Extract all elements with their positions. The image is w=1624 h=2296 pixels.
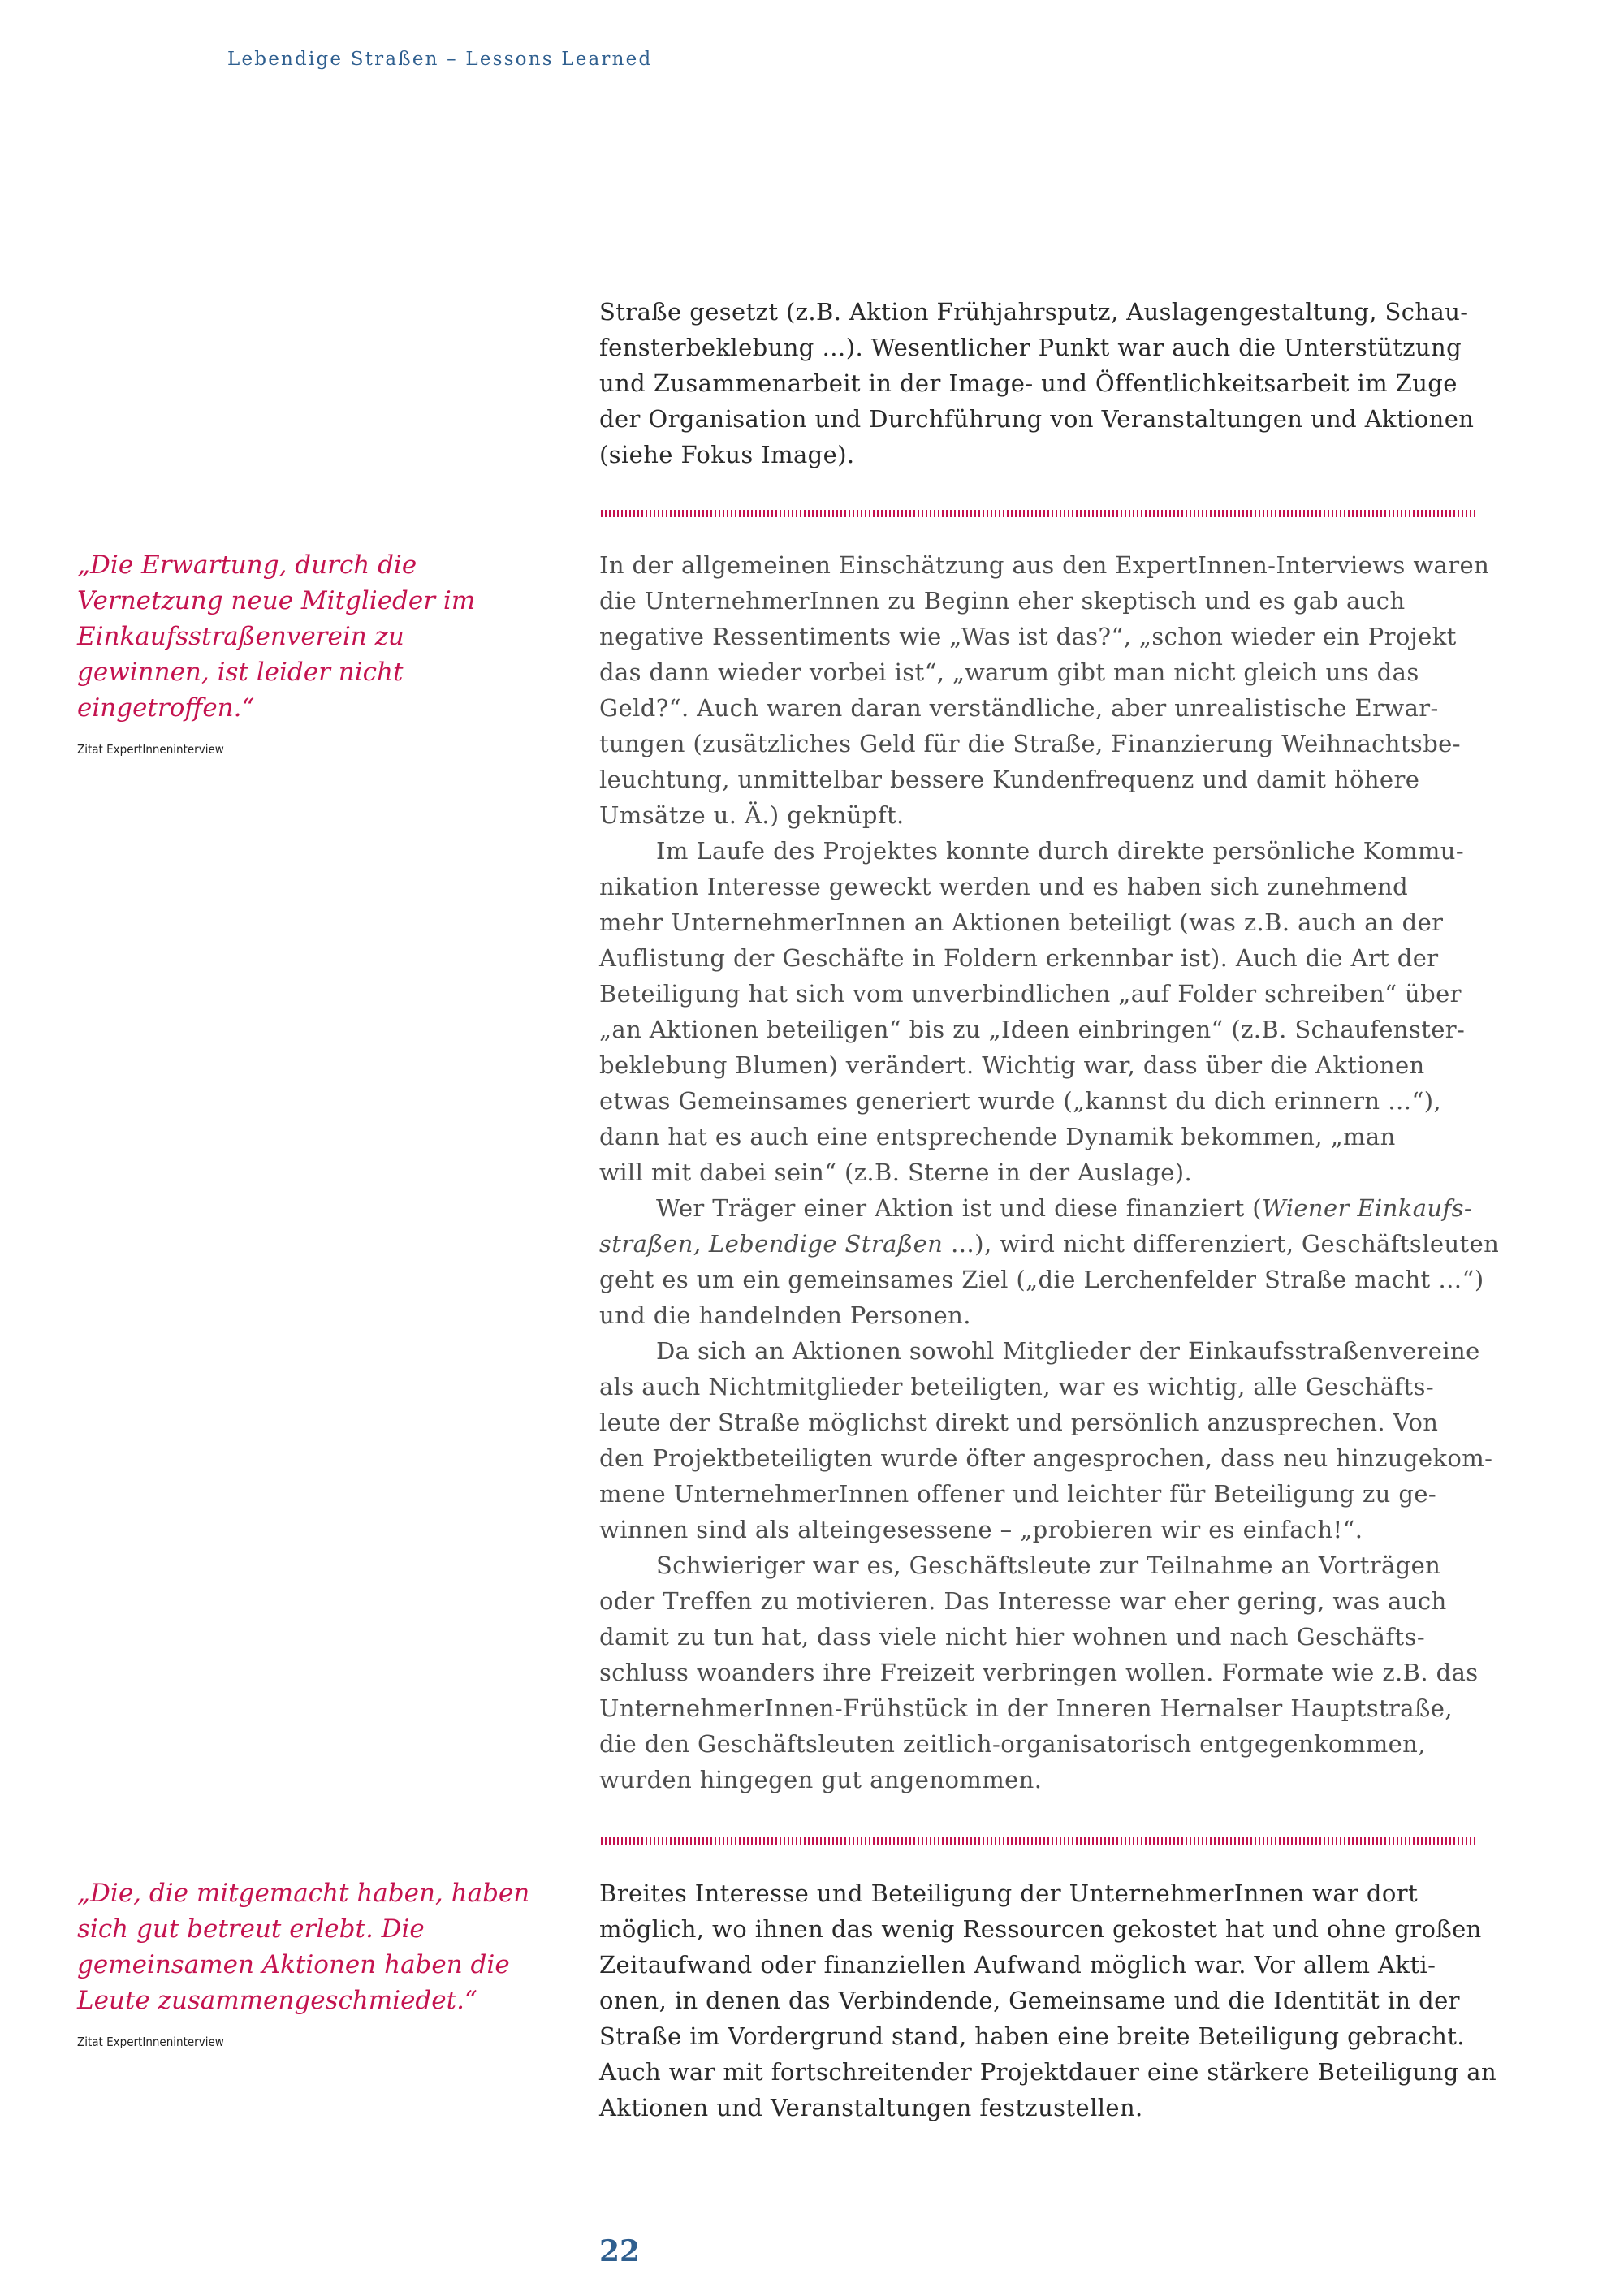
text-line: Beteiligung hat sich vom unverbindlichen „auf Folder schreiben“ über <box>599 980 1462 1008</box>
text-line: leute der Straße möglichst direkt und persönlich anzusprechen. Von <box>599 1409 1439 1436</box>
page-number: 22 <box>599 2234 641 2268</box>
text-line: Da sich an Aktionen sowohl Mitglieder der Einkaufsstraßenvereine <box>656 1337 1480 1365</box>
paragraph <box>599 833 1478 1190</box>
text-line: beklebung Blumen) verändert. Wichtig war, dass über die Aktionen <box>599 1051 1425 1079</box>
text-line: „an Aktionen beteiligen“ bis zu „Ideen einbringen“ (z.B. Schaufenster- <box>599 1016 1466 1043</box>
pull-quote <box>77 547 532 726</box>
emphasis-text: straßen, Lebendige Straßen <box>599 1230 944 1258</box>
text-line: negative Ressentiments wie „Was ist das?“, „schon wieder ein Projekt <box>599 623 1457 650</box>
quote-attribution: Zitat ExpertInneninterview <box>77 742 224 757</box>
text-line: Geld?“. Auch waren daran verständliche, aber unrealistische Erwar- <box>599 694 1439 722</box>
text-line: der Organisation und Durchführung von Veranstaltungen und Aktionen <box>599 405 1475 433</box>
closing-paragraph <box>599 1875 1497 2126</box>
text-line: Breites Interesse und Beteiligung der UnternehmerInnen war dort <box>599 1880 1419 1907</box>
paragraph <box>599 547 1490 833</box>
quote-attribution: Zitat ExpertInneninterview <box>77 2035 224 2049</box>
text-run: …), wird nicht differenziert, Geschäftsleuten <box>943 1230 1500 1258</box>
emphasis-text: Wiener Einkaufs- <box>1262 1194 1473 1222</box>
text-line: mehr UnternehmerInnen an Aktionen beteiligt (was z.B. auch an der <box>599 908 1444 936</box>
text-line: als auch Nichtmitglieder beteiligten, war es wichtig, alle Geschäfts- <box>599 1373 1435 1400</box>
intro-paragraph <box>599 294 1478 473</box>
text-line: schluss woanders ihre Freizeit verbringen wollen. Formate wie z.B. das <box>599 1659 1479 1686</box>
section-divider <box>601 1837 1478 1845</box>
text-line: oder Treffen zu motivieren. Das Interesse war eher gering, was auch <box>599 1587 1447 1615</box>
text-line: Straße gesetzt (z.B. Aktion Frühjahrsputz, Auslagengestaltung, Schau- <box>599 298 1469 326</box>
text-line: geht es um ein gemeinsames Ziel („die Lerchenfelder Straße macht …“) <box>599 1266 1484 1293</box>
text-line: die UnternehmerInnen zu Beginn eher skeptisch und es gab auch <box>599 587 1406 615</box>
text-line: onen, in denen das Verbindende, Gemeinsame und die Identität in der <box>599 1987 1460 2014</box>
running-title: Lebendige Straßen – Lessons Learned <box>227 49 653 70</box>
text-line: und Zusammenarbeit in der Image- und Öffentlichkeitsarbeit im Zuge <box>599 369 1458 397</box>
text-line: damit zu tun hat, dass viele nicht hier wohnen und nach Geschäfts- <box>599 1623 1426 1651</box>
paragraph <box>599 1190 1500 1333</box>
quote-line: „Die Erwartung, durch die <box>77 550 417 580</box>
quote-line: sich gut betreut erlebt. Die <box>77 1914 425 1944</box>
quote-line: Einkaufsstraßenverein zu <box>77 622 404 651</box>
text-line: Straße im Vordergrund stand, haben eine breite Beteiligung gebracht. <box>599 2022 1465 2050</box>
main-section <box>599 547 1500 1798</box>
text-line: will mit dabei sein“ (z.B. Sterne in der Auslage). <box>599 1159 1193 1186</box>
text-line <box>599 1226 1500 1262</box>
text-line: Auflistung der Geschäfte in Foldern erkennbar ist). Auch die Art der <box>599 944 1439 972</box>
text-line: tungen (zusätzliches Geld für die Straße, Finanzierung Weihnachtsbe- <box>599 730 1461 757</box>
text-line <box>599 1190 1478 1226</box>
quote-line: gewinnen, ist leider nicht <box>77 658 404 687</box>
text-line: wurden hingegen gut angenommen. <box>599 1766 1043 1793</box>
text-line: das dann wieder vorbei ist“, „warum gibt man nicht gleich uns das <box>599 658 1419 686</box>
quote-line: gemeinsamen Aktionen haben die <box>77 1950 510 1979</box>
text-line: dann hat es auch eine entsprechende Dynamik bekommen, „man <box>599 1123 1396 1150</box>
text-line: winnen sind als alteingesessene – „probieren wir es einfach!“. <box>599 1516 1363 1543</box>
quote-line: „Die, die mitgemacht haben, haben <box>77 1879 530 1908</box>
text-line: fensterbeklebung …). Wesentlicher Punkt war auch die Unterstützung <box>599 334 1462 361</box>
text-line: Zeitaufwand oder finanziellen Aufwand möglich war. Vor allem Akti- <box>599 1951 1436 1979</box>
pull-quote <box>77 1875 532 2018</box>
quote-line: Vernetzung neue Mitglieder im <box>77 586 476 615</box>
text-line: mene UnternehmerInnen offener und leichter für Beteiligung zu ge- <box>599 1480 1437 1508</box>
text-run: Wer Träger einer Aktion ist und diese finanziert ( <box>656 1194 1262 1222</box>
text-line: Aktionen und Veranstaltungen festzustellen. <box>599 2094 1143 2121</box>
text-line: und die handelnden Personen. <box>599 1301 971 1329</box>
paragraph <box>599 1333 1493 1547</box>
text-line: (siehe Fokus Image). <box>599 441 855 468</box>
text-line: den Projektbeteiligten wurde öfter angesprochen, dass neu hinzugekom- <box>599 1444 1493 1472</box>
text-line: UnternehmerInnen-Frühstück in der Inneren Hernalser Hauptstraße, <box>599 1694 1453 1722</box>
text-line: Umsätze u. Ä.) geknüpft. <box>599 801 905 829</box>
quote-line: eingetroffen.“ <box>77 693 255 723</box>
section-divider <box>601 510 1478 517</box>
paragraph <box>599 1547 1478 1798</box>
text-line: nikation Interesse geweckt werden und es haben sich zunehmend <box>599 873 1409 900</box>
text-line: Auch war mit fortschreitender Projektdauer eine stärkere Beteiligung an <box>599 2058 1497 2086</box>
text-line: die den Geschäftsleuten zeitlich-organisatorisch entgegenkommen, <box>599 1730 1426 1758</box>
text-line: In der allgemeinen Einschätzung aus den ExpertInnen-Interviews waren <box>599 551 1490 579</box>
text-line: leuchtung, unmittelbar bessere Kundenfrequenz und damit höhere <box>599 766 1420 793</box>
quote-line: Leute zusammengeschmiedet.“ <box>77 1986 477 2015</box>
text-line: Schwieriger war es, Geschäftsleute zur Teilnahme an Vorträgen <box>656 1552 1441 1579</box>
text-line: möglich, wo ihnen das wenig Ressourcen gekostet hat und ohne großen <box>599 1915 1482 1943</box>
text-line: etwas Gemeinsames generiert wurde („kannst du dich erinnern …“), <box>599 1087 1442 1115</box>
text-line: Im Laufe des Projektes konnte durch direkte persönliche Kommu- <box>656 837 1465 865</box>
